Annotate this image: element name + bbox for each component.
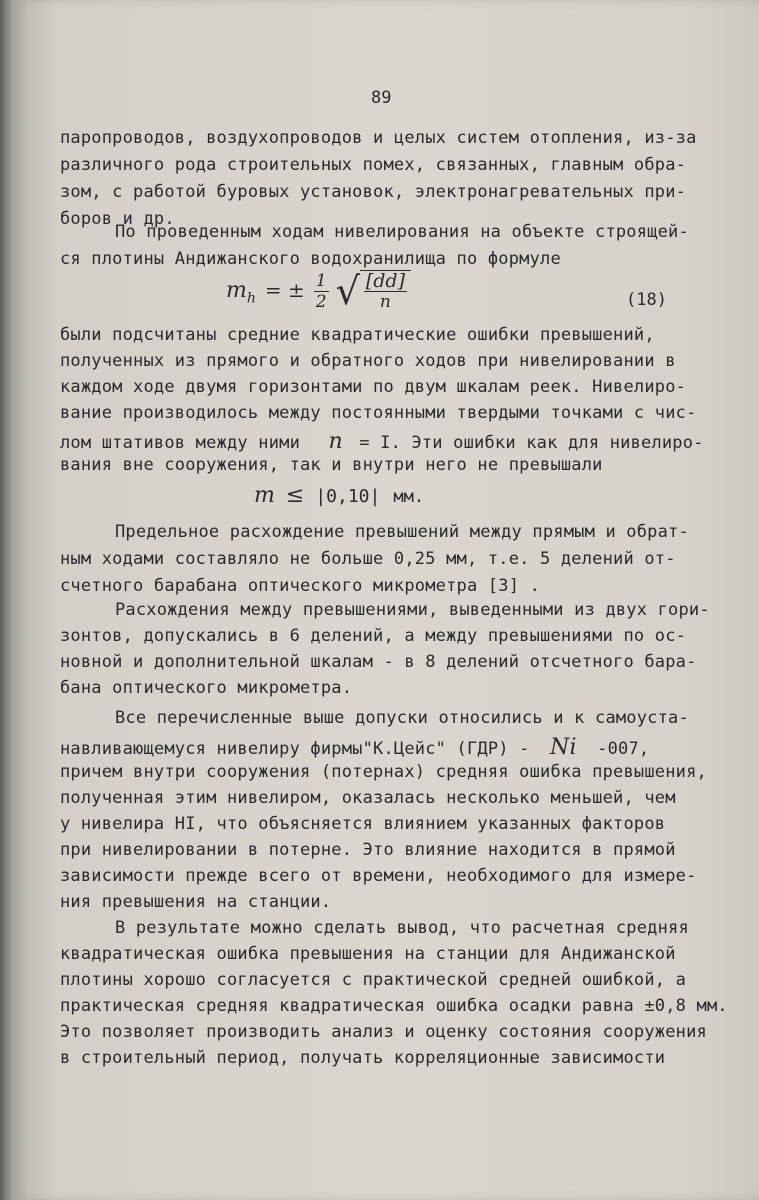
equation-number: (18) [626,290,667,310]
text-line: квадратическая ошибка превышения на станции для Андижанской [60,944,676,964]
inequality-formula [254,483,424,508]
formula-lhs: m [226,278,247,303]
inequality-value: |0,10| [315,486,381,507]
text-segment: -007, [597,739,650,759]
text-line: зависимости прежде всего от времени, необходимого для измере- [60,866,697,886]
text-line: зонтов, допускались в 6 делений, а между превышениями по ос- [60,626,687,646]
text-line: различного рода строительных помех, связанных, главным обра- [60,155,687,175]
text-line: зом, с работой буровых установок, электронагревательных при- [60,182,687,202]
formula-18 [226,270,411,312]
text-segment: лом штативов между ними [60,433,301,453]
formula-equals: = ± [264,278,305,302]
radicand-denominator: n [379,292,391,312]
text-line: ным ходами составляло не больше 0,25 мм, т.е. 5 делений от- [60,549,676,569]
text-line: Предельное расхождение превышений между прямым и обрат- [115,522,689,542]
book-binding [0,0,14,1200]
symbol-n: n [328,429,343,454]
text-line: Расхождения между превышениями, выведенными из двух гори- [115,600,710,620]
text-line: ся плотины Андижанского водохранилища по формуле [60,249,561,269]
radicand-numerator: [dd] [365,270,405,292]
fraction-denominator: 2 [315,291,327,312]
text-line: Это позволяет производить анализ и оценку состояния сооружения [60,1022,707,1042]
radicand-fraction [364,271,407,312]
page-number: 89 [371,88,392,108]
text-line: По проведенным ходам нивелирования на объекте строящей- [115,222,689,242]
text-line: бана оптического микрометра. [60,678,353,698]
text-line: причем внутри сооружения (потернах) средняя ошибка превышения, [60,762,707,782]
inequality-unit: мм. [393,487,425,507]
inequality-lhs: m [254,483,275,508]
text-line: полученных из прямого и обратного ходов при нивелировании в [60,351,676,371]
text-line [60,735,649,760]
text-segment: = I. Эти ошибки как для нивелиро- [359,433,704,453]
text-line: полученная этим нивелиром, оказалась несколько меньшей, чем [60,788,676,808]
text-line: боров и др. [60,209,175,229]
radicand [360,270,411,312]
formula-fraction [314,271,329,312]
text-line: практическая средняя квадратическая ошибка осадки равна ±0,8 мм. [60,996,728,1016]
document-page [14,0,759,1200]
fraction-numerator: 1 [315,270,327,291]
text-line: в строительный период, получать корреляционные зависимости [60,1048,666,1068]
text-line: ния превышения на станции. [60,892,332,912]
text-line: при нивелировании в потерне. Это влияние находится в прямой [60,840,676,860]
formula-lhs-subscript: h [246,290,256,307]
text-line: В результате можно сделать вывод, что расчетная средняя [115,918,689,938]
text-line [60,429,704,454]
text-line: вание производилось между постоянными твердыми точками с чис- [60,403,697,423]
text-line: Все перечисленные выше допуски относились и к самоуста- [115,708,689,728]
text-line: были подсчитаны средние квадратические ошибки превышений, [60,325,655,345]
text-line: плотины хорошо согласуется с практической средней ошибкой, а [60,970,687,990]
square-root [336,270,411,312]
text-segment: навливающемуся нивелиру фирмы"К.Цейс" (ГДР) - [60,739,530,759]
less-equal-sign: ≤ [285,483,305,508]
text-line: у нивелира НI, что объясняется влиянием указанных факторов [60,814,666,834]
text-line: паропроводов, воздухопроводов и целых систем отопления, из-за [60,128,697,148]
text-line: счетного барабана оптического микрометра [3] . [60,576,541,596]
radical-sign-icon: √ [335,269,360,313]
text-line: каждом ходе двумя горизонтами по двум шкалам реек. Нивелиро- [60,377,687,397]
text-line: новной и дополнительной шкалам - в 8 делений отсчетного бара- [60,652,697,672]
symbol-ni: Ni [550,735,577,760]
text-line: вания вне сооружения, так и внутри него не превышали [60,455,603,475]
